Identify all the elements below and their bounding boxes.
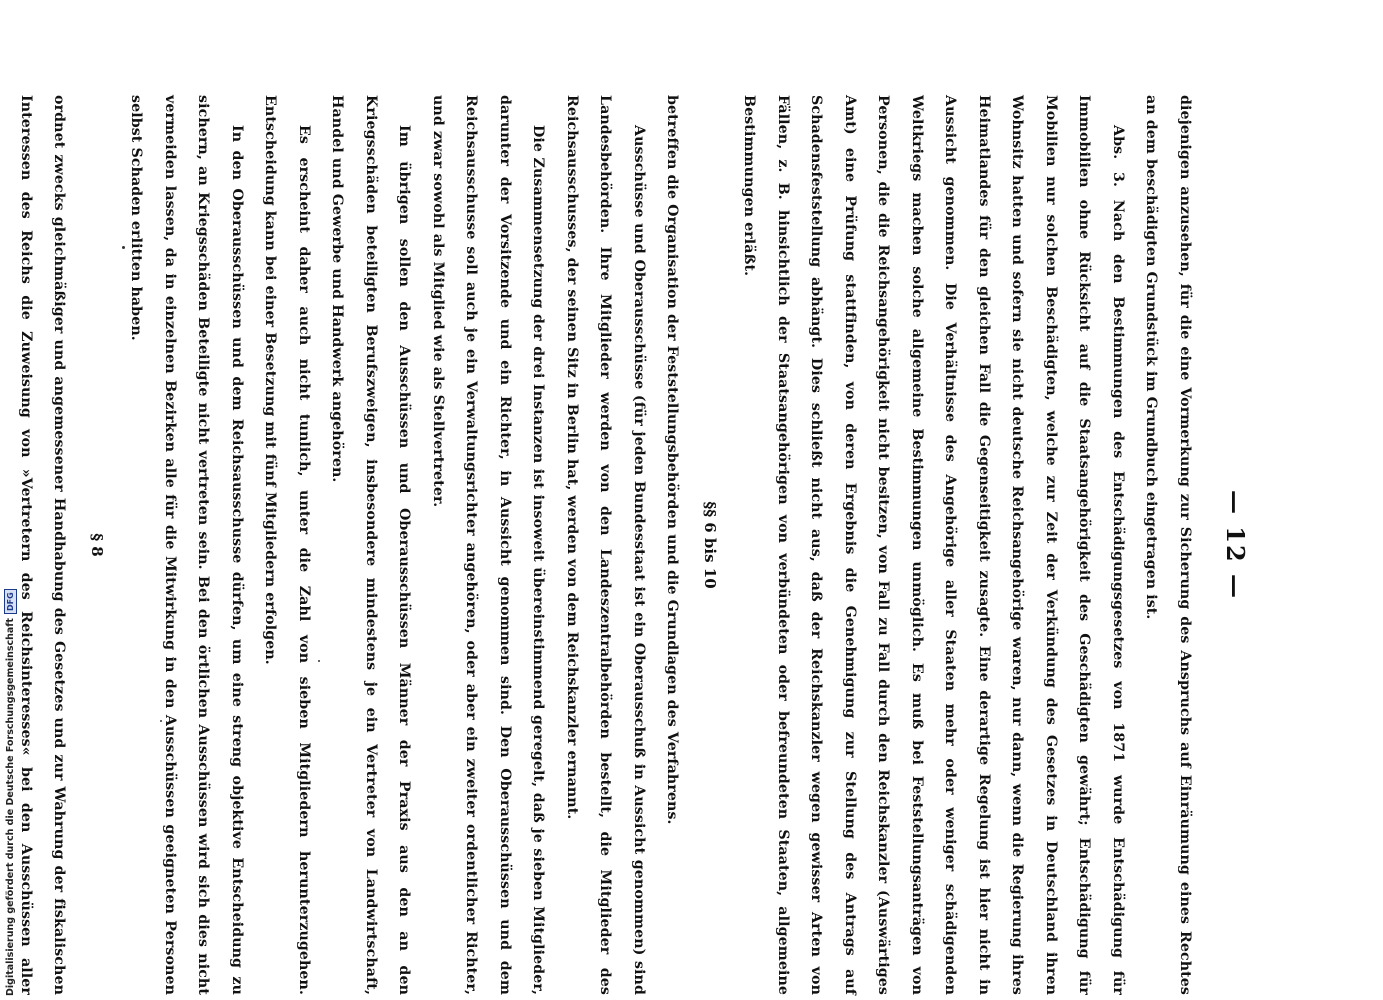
paragraph-organisation: betreffen die Organisation der Feststellungsbehörden und die Grundlagen des Verfahrens. [664, 95, 681, 825]
paragraph-vertreter: ordnet zwecks gleichmäßiger und angemessener Handhabung des Gesetzes und zur Wahrung der fiskalischen Interessen des Reichs die Zuweisung von »Vertretern des Reichsinteresses« bei den Ausschüssen aller [18, 95, 68, 995]
scan-speck [318, 660, 320, 662]
scan-speck [122, 246, 125, 249]
paragraph-ausschuesse: Ausschüsse und Oberausschüsse (für jeden Bundesstaat ist ein Oberausschuß in Aussicht genommen) sind Landesbehörden. Ihre Mitglieder werden von den Landeszentralbehörden bestellt, die Mitglieder des Reichsausschusses, der seinen Sitz in Berlin hat, werden von dem Reichskanzler ernannt. [564, 95, 647, 995]
scan-speck [160, 720, 162, 722]
paragraph-oberausschuesse: In den Oberausschüssen und dem Reichsausschusse dürfen, um eine streng objektive Entscheidung zu sichern, an Kriegsschäden Beteiligte nicht vertreten sein. Bei den örtlichen Ausschüssen wird sich dies nicht vermeiden lassen, da in einzelnen Bezirken alle für die Mitwirkung in den Ausschüssen geeigneten Personen selbst Schaden erlitten haben. [128, 95, 245, 995]
digitization-credit [4, 589, 17, 996]
paragraph-uebrigen: Im übrigen sollen den Ausschüssen und Oberausschüssen Männer der Praxis aus den an den Kriegsschäden beteiligten Berufszweigen, insbesondere mindestens je ein Vertreter von Landwirtschaft, Handel und Gewerbe und Handwerk angehören. [329, 95, 413, 995]
paragraph-zusammensetzung: Die Zusammensetzung der drei Instanzen ist insoweit übereinstimmend geregelt, daß je sieben Mitglieder, darunter der Vorsitzende und ein Richter, in Aussicht genommen sind. Den Oberausschüssen und dem Reichsausschusse soll auch je ein Verwaltungsrichter angehören, oder aber ein zweiter ordentlicher Richter, und zwar sowohl als Mitglied wie als Stellvertreter. [430, 95, 547, 995]
paragraph-abs-3: Abs. 3. Nach den Bestimmungen des Entschädigungsgesetzes von 1871 wurde Entschädigung für Immobilien ohne Rücksicht auf die Staatsangehörigkeit des Geschädigten gewährt; Entschädigung für Mobilien nur solchen Beschädigten, welche zur Zeit der Verkündung des Gesetzes in Deutschland ihren Wohnsitz hatten und sofern sie nicht deutsche Reichsangehörige waren, nur dann, wenn die Regierung ihres Heimatlandes für den gleichen Fall die Gegenseitigkeit zusagte. Eine derartige Regelung ist hier nicht in Aussicht genommen. Die Verhältnisse des Angehörige aller Staaten mehr oder weniger schädigenden Weltkriegs machen solche allgemeine Bestimmungen unmöglich. Es muß bei Feststellungsanträgen von Personen, die die Reichsangehörigkeit nicht besitzen, von Fall zu Fall durch den Reichskanzler (Auswärtiges Amt) eine Prüfung stattfinden, von deren Ergebnis die Genehmigung zur Stellung des Antrags auf Schadensfeststellung abhängt. Dies schließt nicht aus, daß der Reichskanzler wegen gewisser Arten von Fällen, z. B. hinsichtlich der Staatsangehörigen von verbündeten oder befreundeten Staaten, allgemeine Bestimmungen erläßt. [741, 95, 1126, 995]
section-heading-6-10: §§ 6 bis 10 [701, 501, 719, 589]
paragraph-sieben-mitglieder: Es erscheint daher auch nicht tunlich, unter die Zahl von sieben Mitgliedern herunterzugehen. Entscheidung kann bei einer Besetzung mit fünf Mitgliedern erfolgen. [262, 95, 312, 995]
paragraph-continuation: diejenigen anzusehen, für die eine Vormerkung zur Sicherung des Anspruchs auf Einräumung eines Rechtes an dem beschädigten Grundstück im Grundbuch eingetragen ist. [1143, 95, 1193, 995]
dfg-logo: DFG [4, 589, 17, 614]
rotated-text-block [18, 95, 1250, 995]
section-heading-8: § 8 [88, 533, 106, 557]
page-number: — 12 — [1221, 489, 1250, 601]
credit-text: Digitalisierung gefördert durch die Deutsche Forschungsgemeinschaft [5, 618, 16, 996]
